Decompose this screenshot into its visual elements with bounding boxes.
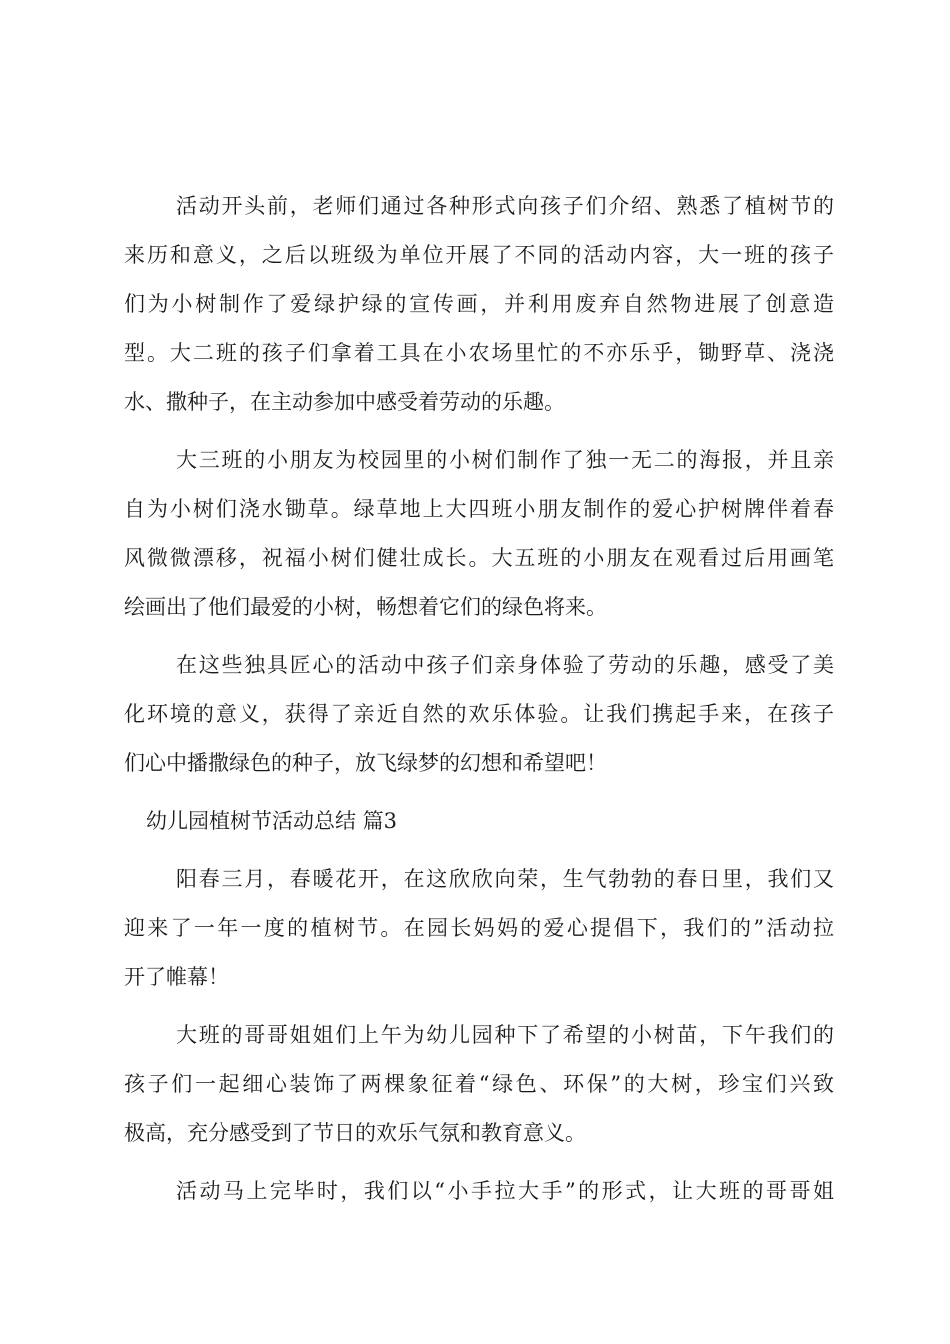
text-line: 化环境的意义，获得了亲近自然的欢乐体验。让我们携起手来，在孩子 xyxy=(124,702,834,726)
paragraph-3 xyxy=(124,641,834,788)
text-line: 们为小树制作了爱绿护绿的宣传画，并利用废弃自然物进展了创意造 xyxy=(124,292,834,316)
text-line: 阳春三月，春暖花开，在这欣欣向荣，生气勃勃的春日里，我们又 xyxy=(176,867,834,891)
paragraph-gap xyxy=(124,846,834,855)
text-line: 在这些独具匠心的活动中孩子们亲身体验了劳动的乐趣，感受了美 xyxy=(176,653,834,677)
text-line: 大班的哥哥姐姐们上午为幼儿园种下了希望的小树苗，下午我们的 xyxy=(176,1023,834,1047)
text-line: 风微微漂移，祝福小树们健壮成长。大五班的小朋友在观看过后用画笔 xyxy=(124,546,834,570)
text-line: 绘画出了他们最爱的小树，畅想着它们的绿色将来。 xyxy=(124,595,607,619)
paragraph-2 xyxy=(124,436,834,632)
text-line: 迎来了一年一度的植树节。在园长妈妈的爱心提倡下，我们的”活动拉 xyxy=(124,916,834,940)
text-line: 来历和意义，之后以班级为单位开展了不同的活动内容，大一班的孩子 xyxy=(124,243,834,267)
paragraph-6 xyxy=(124,1011,834,1158)
paragraph-gap xyxy=(124,788,834,797)
document-body xyxy=(124,182,834,1216)
text-line: 们心中播撒绿色的种子，放飞绿梦的幻想和希望吧！ xyxy=(124,751,607,775)
paragraph-7 xyxy=(124,1167,834,1216)
section-title: 幼儿园植树节活动总结 篇3 xyxy=(146,809,398,833)
paragraph-gap xyxy=(124,427,834,436)
text-line: 大三班的小朋友为校园里的小树们制作了独一无二的海报，并且亲 xyxy=(176,448,834,472)
paragraph-5 xyxy=(124,855,834,1002)
text-line: 水、撒种子，在主动参加中感受着劳动的乐趣。 xyxy=(124,390,565,414)
paragraph-gap xyxy=(124,1158,834,1167)
paragraph-gap xyxy=(124,632,834,641)
text-line: 孩子们一起细心装饰了两棵象征着“绿色、环保”的大树，珍宝们兴致 xyxy=(124,1072,834,1096)
text-line: 开了帷幕！ xyxy=(124,965,229,989)
text-line: 活动马上完毕时，我们以“小手拉大手”的形式，让大班的哥哥姐 xyxy=(176,1179,834,1203)
text-line: 自为小树们浇水锄草。绿草地上大四班小朋友制作的爱心护树牌伴着春 xyxy=(124,497,834,521)
paragraph-1 xyxy=(124,182,834,427)
section-heading xyxy=(124,797,834,846)
text-line: 极高，充分感受到了节日的欢乐气氛和教育意义。 xyxy=(124,1121,586,1145)
text-line: 活动开头前，老师们通过各种形式向孩子们介绍、熟悉了植树节的 xyxy=(176,194,834,218)
paragraph-gap xyxy=(124,1002,834,1011)
text-line: 型。大二班的孩子们拿着工具在小农场里忙的不亦乐乎，锄野草、浇浇 xyxy=(124,341,834,365)
